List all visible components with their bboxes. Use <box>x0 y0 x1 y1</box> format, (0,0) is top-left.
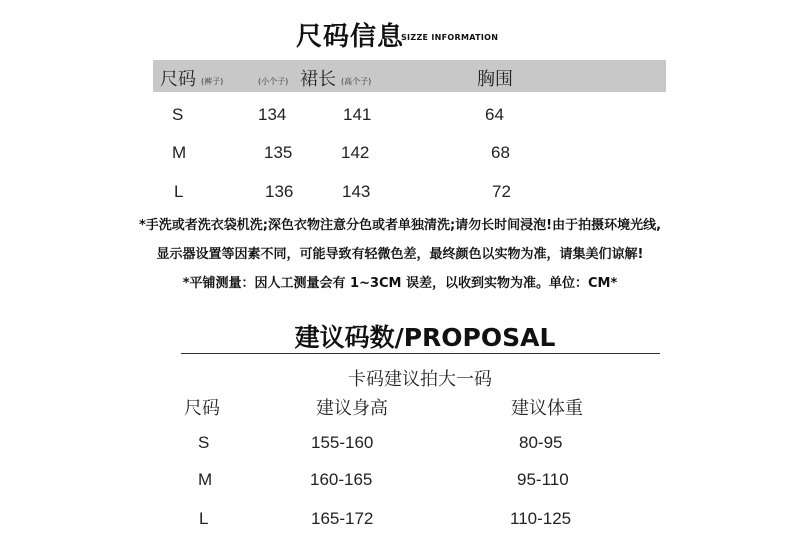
proposal-subtitle: 卡码建议拍大一码 <box>348 369 492 390</box>
size-info-title: 尺码信息 <box>296 22 405 52</box>
short-header-note: (小个子) <box>258 77 289 86</box>
proposal-size-cell: S <box>198 433 210 452</box>
size-cell: M <box>172 143 187 162</box>
proposal-height-cell: 155-160 <box>311 433 374 452</box>
proposal-divider <box>181 353 660 354</box>
short-length-cell: 135 <box>264 143 293 162</box>
proposal-size-cell: M <box>198 470 213 489</box>
measurement-note: *平铺测量：因人工测量会有 1~3CM 误差，以收到实物为准。单位：CM* <box>182 276 618 291</box>
proposal-weight-cell: 80-95 <box>519 433 563 452</box>
size-table-header-bar <box>153 60 666 92</box>
proposal-height-cell: 165-172 <box>311 509 374 528</box>
proposal-height-cell: 160-165 <box>310 470 373 489</box>
size-info-subtitle: SIZZE INFORMATION <box>401 33 499 42</box>
short-length-cell: 136 <box>265 182 294 201</box>
skirt-length-header-note: (高个子) <box>341 77 372 86</box>
proposal-weight-cell: 110-125 <box>510 509 572 528</box>
tall-length-cell: 142 <box>341 143 370 162</box>
proposal-title: 建议码数/PROPOSAL <box>294 323 556 352</box>
care-note-line-1: *手洗或者洗衣袋机洗;深色衣物注意分色或者单独清洗;请勿长时间浸泡!由于拍摄环境光线, <box>138 218 662 233</box>
short-length-cell: 134 <box>258 105 287 124</box>
tall-length-cell: 141 <box>343 105 372 124</box>
size-cell: S <box>172 105 184 124</box>
proposal-height-header: 建议身高 <box>316 398 388 419</box>
proposal-weight-header: 建议体重 <box>511 398 583 419</box>
proposal-size-header: 尺码 <box>184 398 220 419</box>
size-cell: L <box>174 182 184 201</box>
proposal-size-cell: L <box>199 509 209 528</box>
bust-header: 胸围 <box>477 69 513 90</box>
size-header-note: (裤子) <box>201 77 224 86</box>
proposal-weight-cell: 95-110 <box>517 470 569 489</box>
tall-length-cell: 143 <box>342 182 371 201</box>
care-note-line-2: 显示器设置等因素不同，可能导致有轻微色差，最终颜色以实物为准，请集美们谅解! <box>156 247 644 262</box>
bust-cell: 72 <box>492 182 511 201</box>
bust-cell: 64 <box>485 105 504 124</box>
size-header: 尺码 <box>160 69 196 90</box>
bust-cell: 68 <box>491 143 510 162</box>
skirt-length-header: 裙长 <box>300 69 336 90</box>
